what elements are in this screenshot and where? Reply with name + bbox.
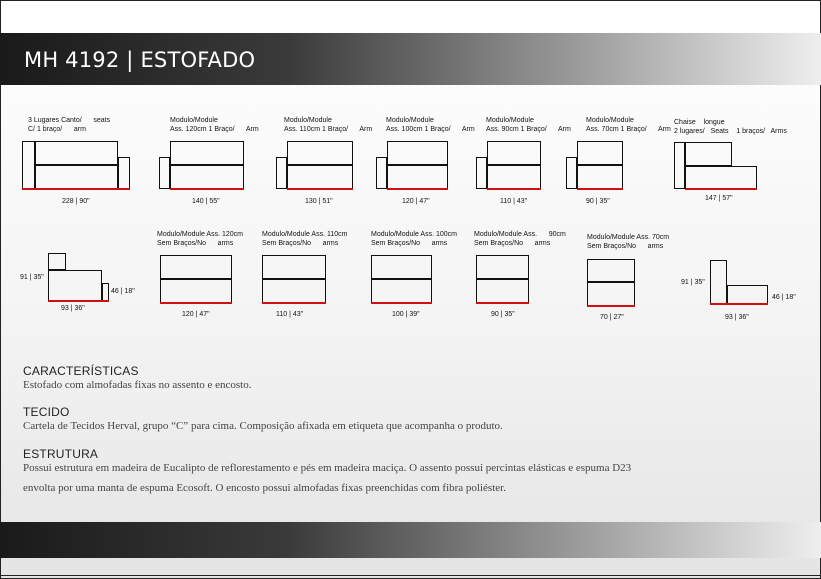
section-title-caracteristicas: CARACTERÍSTICAS: [23, 364, 139, 378]
module-dimension: 147 | 57": [705, 195, 733, 202]
section-text-estrutura-line1: Possui estrutura em madeira de Eucalipto de reflorestamento e pés em madeira maciça. O assento possui percintas elásticas e espuma D23: [23, 462, 632, 474]
section-text-tecido: Cartela de Tecidos Herval, grupo “C” para cima. Composição afixada em etiqueta que acompanha o produto.: [23, 420, 503, 432]
module-dimension: 90 | 35": [491, 311, 515, 318]
module-label: Modulo/Module Ass. 100cm 1 Braço/ Arm: [386, 117, 475, 133]
module-label: Modulo/Module Ass. 120cm Sem Braços/No arms: [157, 231, 243, 247]
module-dimension: 90 | 35": [586, 198, 610, 205]
module-label: Modulo/Module Ass. 70cm 1 Braço/ Arm: [586, 117, 671, 133]
module-label: Modulo/Module Ass. 110cm Sem Braços/No arms: [262, 231, 348, 247]
module-label: Modulo/Module Ass. 120cm 1 Braço/ Arm: [170, 117, 259, 133]
module-label: Modulo/Module Ass. 100cm Sem Braços/No arms: [371, 231, 457, 247]
section-title-estrutura: ESTRUTURA: [23, 447, 99, 461]
module-label: Chaise longue 2 lugares/ Seats 1 braços/ Arms: [674, 119, 787, 135]
section-text-estrutura-line2: envolta por uma manta de espuma Ecosoft. O encosto possui almofadas fixas preenchidas com fibra poliéster.: [23, 482, 506, 494]
module-dimension: 130 | 51": [305, 198, 333, 205]
module-dimension: 93 | 36": [725, 314, 749, 321]
module-dimension: 110 | 43": [500, 198, 528, 205]
module-dimension-height: 91 | 35": [681, 279, 705, 286]
module-dimension-side: 46 | 18": [111, 288, 135, 295]
module-dimension-height: 91 | 35": [20, 274, 44, 281]
module-dimension: 100 | 39": [392, 311, 420, 318]
bottom-divider: [0, 575, 821, 576]
module-dimension: 228 | 90": [62, 198, 90, 205]
module-dimension: 120 | 47": [182, 311, 210, 318]
module-dimension: 93 | 36": [61, 305, 85, 312]
module-dimension: 140 | 55": [192, 198, 220, 205]
page-title: MH 4192 | ESTOFADO: [24, 48, 256, 72]
module-dimension-side: 46 | 18": [772, 294, 796, 301]
section-title-tecido: TECIDO: [23, 405, 70, 419]
module-label: Modulo/Module Ass. 90cm 1 Braço/ Arm: [486, 117, 571, 133]
module-label: Modulo/Module Ass. 110cm 1 Braço/ Arm: [284, 117, 373, 133]
module-label: 3 Lugares Canto/ seats C/ 1 braço/ arm: [28, 117, 111, 133]
module-dimension: 110 | 43": [276, 311, 304, 318]
section-text-caracteristicas: Estofado com almofadas fixas no assento e encosto.: [23, 379, 252, 391]
module-label: Modulo/Module Ass. 70cm Sem Braços/No arms: [587, 234, 670, 250]
footer-bar: [0, 522, 821, 558]
module-label: Modulo/Module Ass. 90cm Sem Braços/No arms: [474, 231, 566, 247]
module-dimension: 70 | 27": [600, 314, 624, 321]
module-dimension: 120 | 47": [402, 198, 430, 205]
